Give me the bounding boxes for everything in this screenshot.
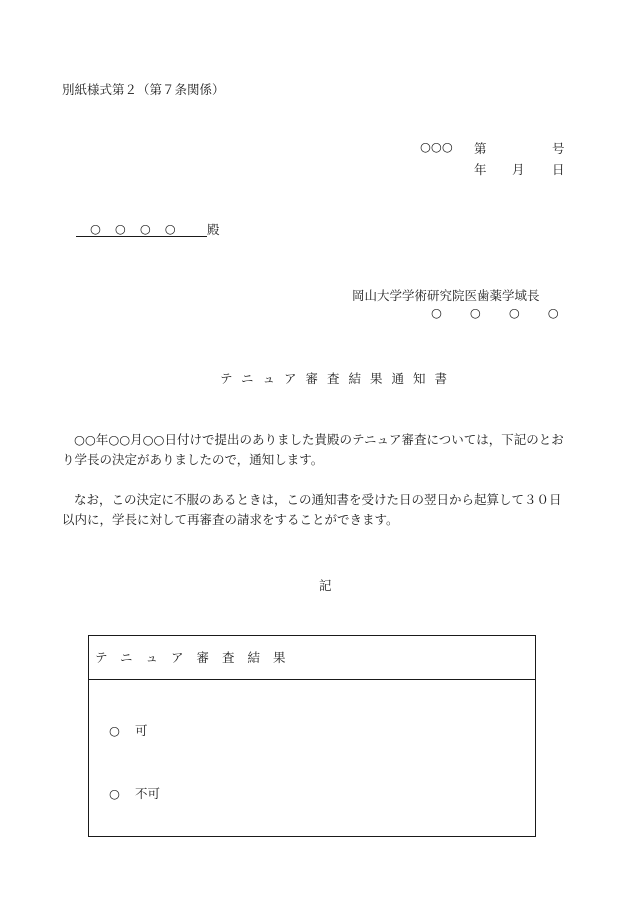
option-fuka xyxy=(109,784,160,802)
addressee-name: ○○○○ xyxy=(76,222,207,237)
date-year: 年 xyxy=(474,162,487,177)
body-paragraph-1 xyxy=(62,430,572,470)
option-ka xyxy=(109,721,148,739)
option-ka-label: 可 xyxy=(135,723,148,738)
document-number-prefix: ○○○ xyxy=(420,139,453,154)
ki-heading: 記 xyxy=(319,578,332,593)
form-label: 別紙様式第２（第７条関係） xyxy=(62,82,225,97)
body-paragraph-2-text: なお，この決定に不服のあるときは，この通知書を受けた日の翌日から起算して３０日以内に，学長に対して再審査の請求をすることができます。 xyxy=(62,492,562,527)
result-table xyxy=(88,635,536,837)
body-paragraph-2 xyxy=(62,490,572,530)
option-fuka-circle: ○ xyxy=(109,786,120,801)
option-fuka-label: 不可 xyxy=(135,786,161,801)
document-title: テニュア審査結果通知書 xyxy=(220,371,457,386)
date-month: 月 xyxy=(512,162,525,177)
result-table-header: テニュア審査結果 xyxy=(89,636,535,680)
document-number-dai: 第 xyxy=(474,141,487,156)
sender-name: ○○○○ xyxy=(431,305,587,320)
addressee-honorific: 殿 xyxy=(207,222,220,237)
body-paragraph-1-text: ○○年○○月○○日付けで提出のありました貴殿のテニュア審査については，下記のとおり学長の決定がありましたので，通知します。 xyxy=(62,432,564,467)
date-day: 日 xyxy=(552,162,565,177)
document-number-go: 号 xyxy=(552,141,565,156)
sender-title: 岡山大学学術研究院医歯薬学域長 xyxy=(352,288,540,303)
addressee xyxy=(76,222,220,237)
option-ka-circle: ○ xyxy=(109,723,120,738)
